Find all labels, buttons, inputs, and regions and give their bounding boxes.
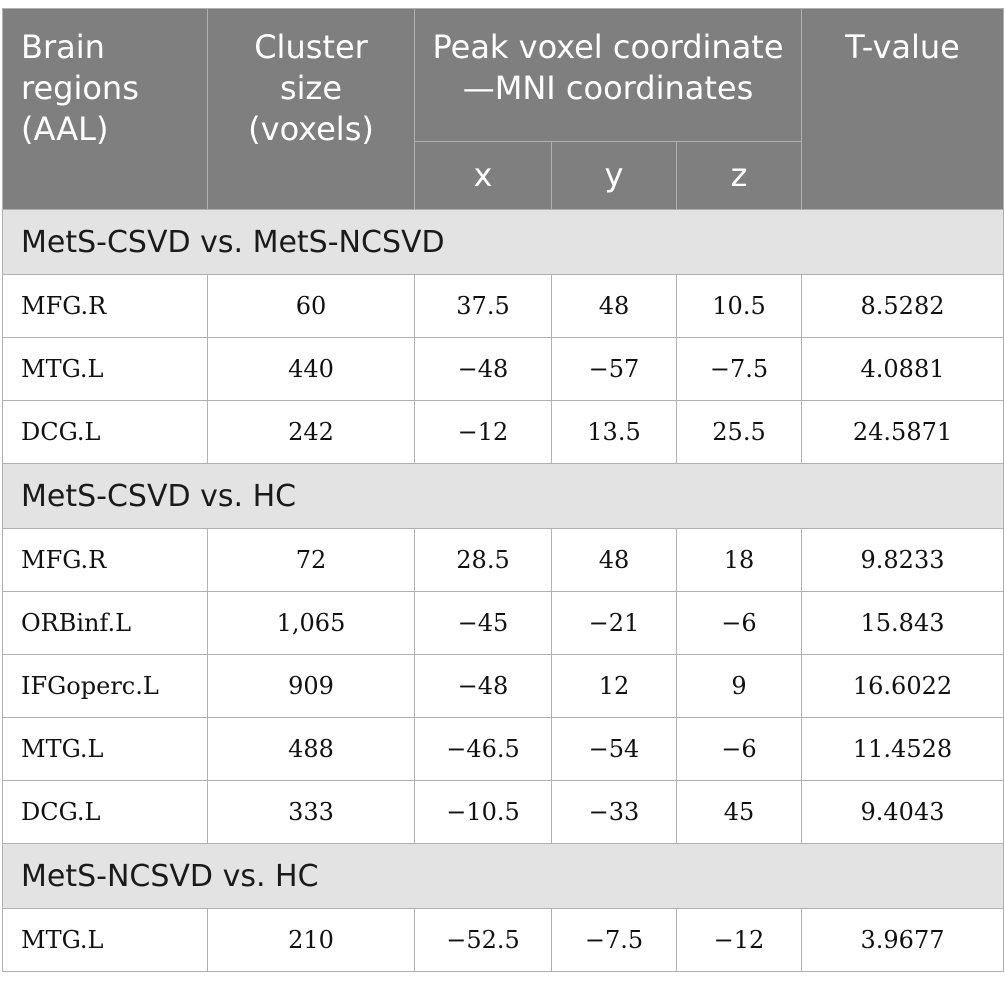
cell-x: −45 — [415, 592, 552, 655]
cell-y: 48 — [552, 529, 677, 592]
section-title: MetS-CSVD vs. MetS-NCSVD — [3, 210, 1004, 275]
cell-z: 10.5 — [677, 275, 802, 338]
table-row — [3, 909, 1004, 972]
cell-t-value: 9.4043 — [802, 781, 1004, 844]
cell-z: −6 — [677, 592, 802, 655]
cell-cluster-size: 1,065 — [208, 592, 415, 655]
cell-z: −12 — [677, 909, 802, 972]
table-row — [3, 718, 1004, 781]
header-x: x — [415, 142, 552, 210]
header-t-value: T-value — [802, 9, 1004, 210]
cell-region: MFG.R — [3, 529, 208, 592]
results-table — [2, 8, 1004, 972]
cell-region: MTG.L — [3, 338, 208, 401]
cell-cluster-size: 909 — [208, 655, 415, 718]
table-row — [3, 401, 1004, 464]
header-brain-regions: Brain regions (AAL) — [3, 9, 208, 210]
table-row — [3, 781, 1004, 844]
cell-t-value: 4.0881 — [802, 338, 1004, 401]
cell-region: MTG.L — [3, 909, 208, 972]
cell-t-value: 24.5871 — [802, 401, 1004, 464]
cell-x: −48 — [415, 655, 552, 718]
cell-region: MFG.R — [3, 275, 208, 338]
cell-z: 45 — [677, 781, 802, 844]
cell-y: 48 — [552, 275, 677, 338]
table-row — [3, 592, 1004, 655]
cell-region: DCG.L — [3, 401, 208, 464]
cell-region: DCG.L — [3, 781, 208, 844]
cell-t-value: 3.9677 — [802, 909, 1004, 972]
cell-region: IFGoperc.L — [3, 655, 208, 718]
cell-x: −46.5 — [415, 718, 552, 781]
cell-y: −7.5 — [552, 909, 677, 972]
cell-z: −7.5 — [677, 338, 802, 401]
cell-region: ORBinf.L — [3, 592, 208, 655]
table-row — [3, 275, 1004, 338]
cell-y: −54 — [552, 718, 677, 781]
cell-cluster-size: 440 — [208, 338, 415, 401]
cell-z: 18 — [677, 529, 802, 592]
cell-x: 37.5 — [415, 275, 552, 338]
cell-z: 25.5 — [677, 401, 802, 464]
cell-y: −21 — [552, 592, 677, 655]
table-row — [3, 338, 1004, 401]
cell-y: 13.5 — [552, 401, 677, 464]
table-header — [3, 9, 1004, 210]
header-peak-voxel: Peak voxel coordinate—MNI coordinates — [415, 9, 802, 142]
section-header — [3, 844, 1004, 909]
section-title: MetS-NCSVD vs. HC — [3, 844, 1004, 909]
cell-x: −52.5 — [415, 909, 552, 972]
cell-cluster-size: 488 — [208, 718, 415, 781]
cell-y: −33 — [552, 781, 677, 844]
header-z: z — [677, 142, 802, 210]
cell-region: MTG.L — [3, 718, 208, 781]
cell-t-value: 11.4528 — [802, 718, 1004, 781]
cell-y: −57 — [552, 338, 677, 401]
table-row — [3, 655, 1004, 718]
cell-x: −12 — [415, 401, 552, 464]
cell-cluster-size: 242 — [208, 401, 415, 464]
cell-z: −6 — [677, 718, 802, 781]
cell-t-value: 16.6022 — [802, 655, 1004, 718]
section-header — [3, 464, 1004, 529]
cell-t-value: 15.843 — [802, 592, 1004, 655]
header-y: y — [552, 142, 677, 210]
cell-z: 9 — [677, 655, 802, 718]
cell-cluster-size: 333 — [208, 781, 415, 844]
cell-t-value: 9.8233 — [802, 529, 1004, 592]
header-cluster-size: Cluster size (voxels) — [208, 9, 415, 210]
section-header — [3, 210, 1004, 275]
cell-cluster-size: 72 — [208, 529, 415, 592]
section-title: MetS-CSVD vs. HC — [3, 464, 1004, 529]
cell-cluster-size: 210 — [208, 909, 415, 972]
cell-x: −10.5 — [415, 781, 552, 844]
cell-y: 12 — [552, 655, 677, 718]
cell-x: −48 — [415, 338, 552, 401]
cell-t-value: 8.5282 — [802, 275, 1004, 338]
table-body — [3, 210, 1004, 972]
table-row — [3, 529, 1004, 592]
cell-x: 28.5 — [415, 529, 552, 592]
cell-cluster-size: 60 — [208, 275, 415, 338]
